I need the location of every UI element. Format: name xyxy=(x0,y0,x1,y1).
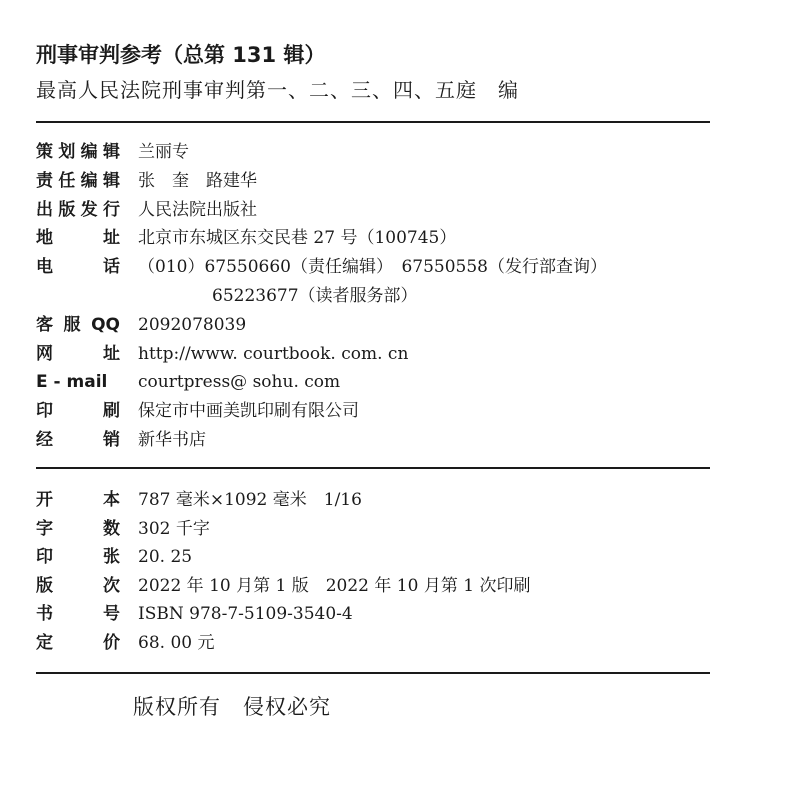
info-label xyxy=(36,487,120,513)
label-char: 编 xyxy=(80,170,98,191)
label-char: 任 xyxy=(58,170,76,191)
info-value: 北京市东城区东交民巷 27 号（100745） xyxy=(138,228,457,249)
info-value: 新华书店 xyxy=(138,430,206,450)
info-value: http://www. courtbook. com. cn xyxy=(138,343,409,364)
label-char: 辑 xyxy=(102,170,120,191)
divider-middle xyxy=(36,467,710,469)
label-char: 版 xyxy=(36,575,53,596)
info-value: 2092078039 xyxy=(138,314,247,335)
info-label xyxy=(36,341,120,367)
label-char: 印 xyxy=(36,547,53,568)
label-char: 次 xyxy=(103,575,120,596)
info-label xyxy=(36,601,120,627)
label-char: 刷 xyxy=(103,401,120,422)
info-label xyxy=(36,516,120,542)
label-char: 编 xyxy=(80,142,98,162)
info-label xyxy=(36,544,120,570)
info-value: （010）67550660（责任编辑） 67550558（发行部查询） xyxy=(138,257,608,278)
info-value: 302 千字 xyxy=(138,518,210,539)
label-char: 策 xyxy=(36,142,53,162)
info-label xyxy=(36,630,120,656)
info-value: 人民法院出版社 xyxy=(138,199,257,220)
info-label xyxy=(36,139,120,165)
book-title: 刑事审判参考（总第 131 辑） xyxy=(36,43,326,67)
label-char: 数 xyxy=(103,518,120,539)
label-char: QQ xyxy=(91,314,120,335)
label-char: 张 xyxy=(103,547,120,568)
label-char: 经 xyxy=(36,430,53,450)
info-value: 张 奎 路建华 xyxy=(138,170,257,191)
label-char: 客 xyxy=(36,314,53,335)
label-char: 址 xyxy=(103,228,120,249)
info-label xyxy=(36,369,120,395)
label-char: 网 xyxy=(36,343,53,364)
info-label xyxy=(36,427,120,453)
info-value: 20. 25 xyxy=(138,547,193,568)
info-value: courtpress@ sohu. com xyxy=(138,372,341,393)
label-char: 出 xyxy=(36,199,53,220)
divider-bottom xyxy=(36,672,710,674)
label-char: 址 xyxy=(103,343,120,364)
label-char: 印 xyxy=(36,401,53,422)
label-char: 版 xyxy=(58,199,76,220)
label-char: 字 xyxy=(36,518,53,539)
info-label xyxy=(36,573,120,599)
label-char: 书 xyxy=(36,604,53,625)
label-char: 定 xyxy=(36,633,53,653)
label-char: 地 xyxy=(36,228,53,249)
info-label xyxy=(36,197,120,223)
editor-line: 最高人民法院刑事审判第一、二、三、四、五庭 编 xyxy=(36,78,519,102)
copyright-notice: 版权所有 侵权必究 xyxy=(133,695,331,719)
label-char: 销 xyxy=(103,430,120,450)
label-char: 号 xyxy=(103,604,120,625)
divider-top xyxy=(36,121,710,123)
info-label xyxy=(36,312,120,338)
label-char: 责 xyxy=(36,170,53,191)
info-value: 65223677（读者服务部） xyxy=(212,286,418,306)
info-value: 保定市中画美凯印刷有限公司 xyxy=(138,401,359,422)
info-value: 787 毫米×1092 毫米 1/16 xyxy=(138,490,362,510)
label-char: 服 xyxy=(63,314,81,335)
info-label xyxy=(36,398,120,424)
info-label xyxy=(36,225,120,251)
label-char: E - mail xyxy=(36,372,108,393)
label-char: 辑 xyxy=(102,142,120,162)
info-value: 2022 年 10 月第 1 版 2022 年 10 月第 1 次印刷 xyxy=(138,575,531,596)
info-label xyxy=(36,168,120,194)
info-value: 兰丽专 xyxy=(138,142,189,162)
label-char: 话 xyxy=(103,257,120,278)
info-value: 68. 00 元 xyxy=(138,633,215,653)
label-char: 本 xyxy=(103,490,120,510)
label-char: 划 xyxy=(58,142,76,162)
label-char: 发 xyxy=(80,199,98,220)
label-char: 开 xyxy=(36,490,53,510)
info-value: ISBN 978-7-5109-3540-4 xyxy=(138,604,353,625)
label-char: 行 xyxy=(102,199,120,220)
label-char: 价 xyxy=(103,633,120,653)
label-char: 电 xyxy=(36,257,53,278)
info-label xyxy=(36,254,120,280)
